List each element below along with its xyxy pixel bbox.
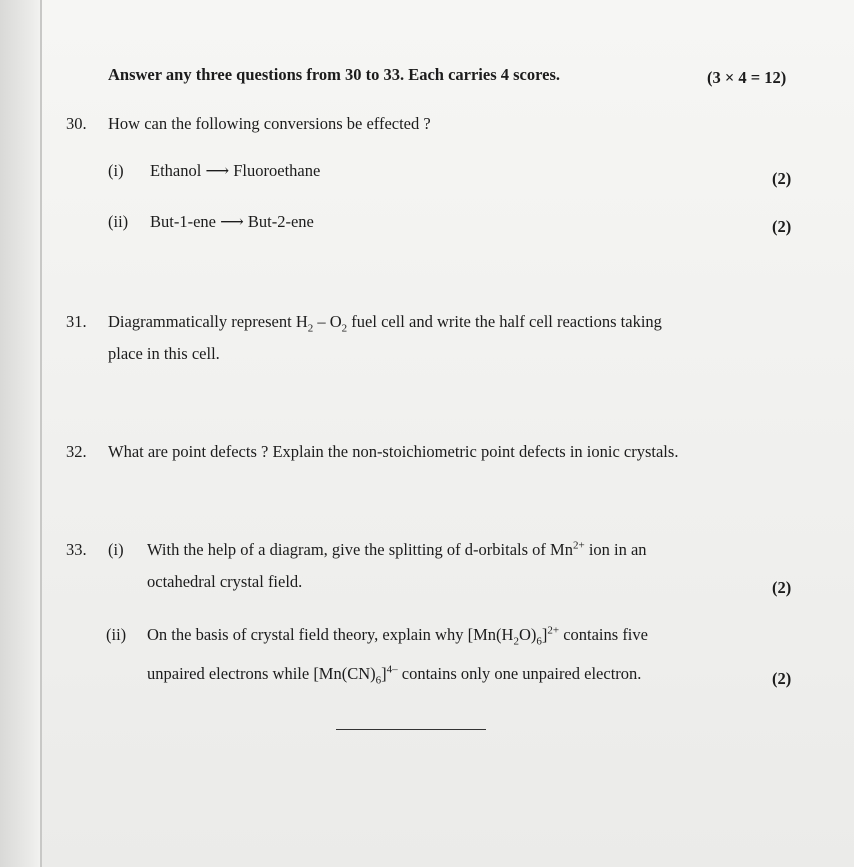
question-31-line-1: Diagrammatically represent $H_2 - O_2$ fuel cell and write the half cell reactions taking <box>108 312 662 335</box>
q30-part-ii-score: (2) <box>772 217 792 236</box>
q30-part-ii-from: But-1-ene <box>150 212 216 231</box>
q30-part-i-to: Fluoroethane <box>233 161 321 180</box>
q33-part-ii-label: (ii) <box>106 625 127 644</box>
question-31-line-2: place in this cell. <box>108 344 220 363</box>
question-number-30: 30. <box>66 114 87 133</box>
q33-part-ii-line-1: On the basis of crystal field theory, explain why $[Mn(H_2O)_6]^{2+}$ contains five <box>147 624 648 648</box>
q30-part-i-conversion <box>150 163 320 180</box>
question-32-text: What are point defects ? Explain the non-stoichiometric point defects in ionic crystals. <box>108 442 679 461</box>
q33-part-i-label: (i) <box>108 540 124 559</box>
arrow-icon: ⟶ <box>205 161 230 180</box>
q33-part-i-line-1: With the help of a diagram, give the splitting of d-orbitals of $Mn^{2+}$ ion in an <box>147 539 647 559</box>
q30-part-i-label: (i) <box>108 161 124 180</box>
q30-part-i-from: Ethanol <box>150 161 202 180</box>
question-number-31: 31. <box>66 312 87 331</box>
q30-part-ii-to: But-2-ene <box>247 212 314 231</box>
end-of-section-rule <box>336 729 486 730</box>
question-30-text: How can the following conversions be effected ? <box>108 114 431 133</box>
question-number-32: 32. <box>66 442 87 461</box>
page-binding-margin <box>0 0 42 867</box>
q33-part-i-line-2: octahedral crystal field. <box>147 572 303 591</box>
q33-part-ii-score: (2) <box>772 669 792 688</box>
arrow-icon: ⟶ <box>220 212 244 231</box>
question-number-33: 33. <box>66 540 87 559</box>
q33-part-i-score: (2) <box>772 578 792 597</box>
q30-part-ii-conversion <box>150 214 314 231</box>
section-scores: (3 × 4 = 12) <box>707 68 787 87</box>
q30-part-ii-label: (ii) <box>108 212 129 231</box>
q33-part-ii-line-2: unpaired electrons while $[Mn(CN)_6]^{4-}$ contains only one unpaired electron. <box>147 663 642 687</box>
section-instructions: Answer any three questions from 30 to 33. Each carries 4 scores. <box>108 65 561 84</box>
q30-part-i-score: (2) <box>772 169 792 188</box>
